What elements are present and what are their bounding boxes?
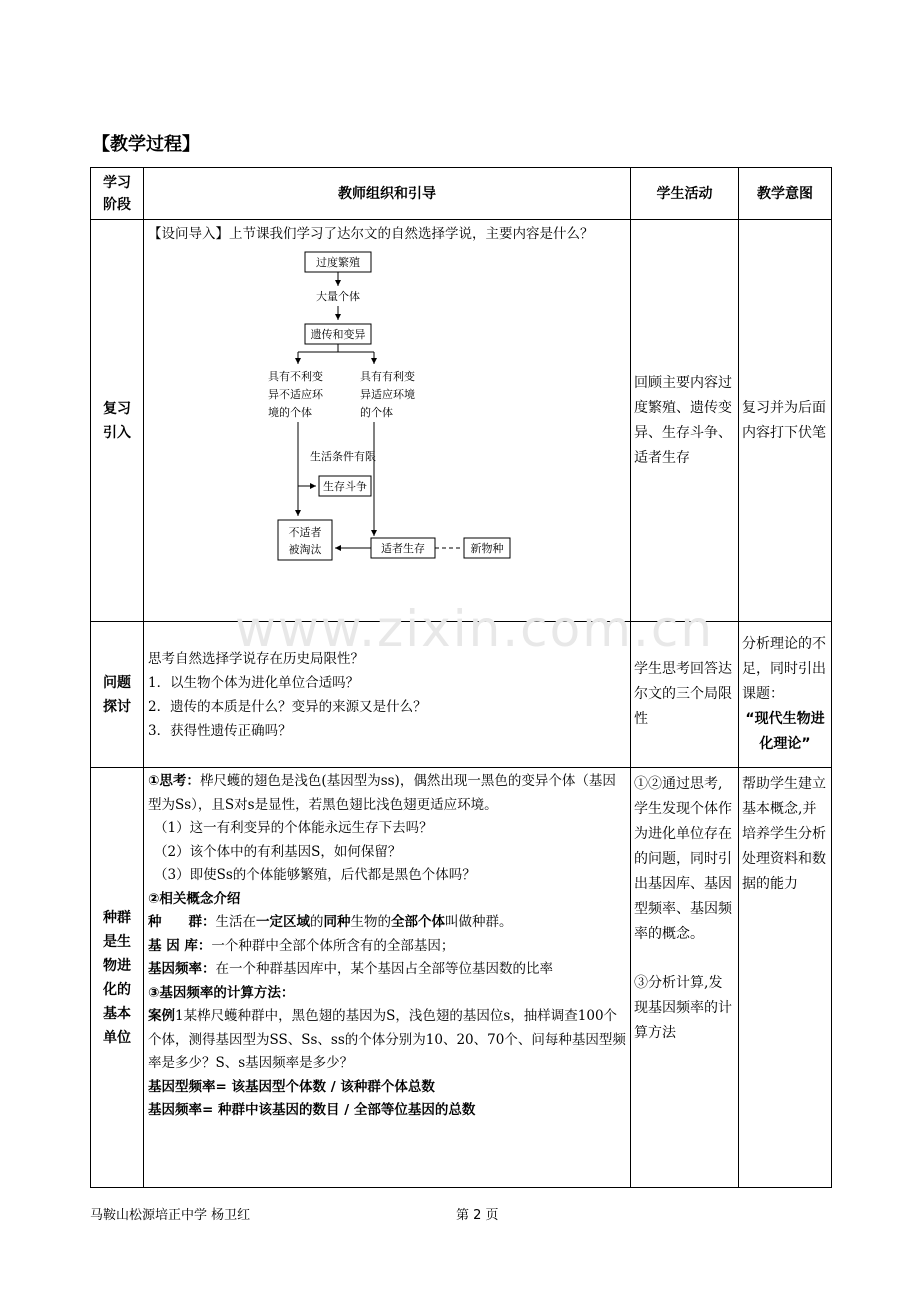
footer-page-number: 第 2 页 (456, 1208, 499, 1223)
svg-text:境的个体: 境的个体 (268, 406, 312, 419)
row-discussion (91, 622, 832, 768)
student-population: ①②通过思考,学生发现个体作为进化单位存在的问题，同时引出基因库、基因型频率、基因频率的概念。 ③分析计算,发现基因频率的计算方法 (631, 768, 739, 1188)
intent-population: 帮助学生建立基本概念,并培养学生分析处理资料和数据的能力 (739, 768, 832, 1188)
question-1: 1．以生物个体为进化单位合适吗？ (148, 674, 360, 691)
concepts-title: ②相关概念介绍 (148, 890, 241, 907)
intent-discussion: 分析理论的不足，同时引出课题： “现代生物进化理论” (739, 622, 832, 768)
svg-text:具有有利变: 具有有利变 (360, 370, 415, 383)
gene-pool-definition: 基 因 库：一个种群中全部个体所含有的全部基因； (148, 937, 455, 954)
svg-text:大量个体: 大量个体 (316, 290, 360, 303)
sub-question-1: （1）这一有利变异的个体能永远生存下去吗？ (154, 820, 433, 836)
svg-text:新物种: 新物种 (470, 542, 504, 555)
section-heading: 【教学过程】 (92, 134, 200, 155)
teacher-review (144, 220, 631, 622)
header-row (91, 168, 832, 220)
method-title: ③基因频率的计算方法： (148, 984, 295, 1001)
svg-text:生活条件有限: 生活条件有限 (310, 450, 376, 463)
formula-genotype-frequency: 基因型频率= 该基因型个体数 / 该种群个体总数 (148, 1078, 435, 1095)
teacher-discussion (144, 622, 631, 768)
watermark: www.zixin.com.cn (235, 600, 715, 658)
svg-text:过度繁殖: 过度繁殖 (316, 256, 360, 269)
formula-gene-frequency: 基因频率= 种群中该基因的数目 / 全部等位基因的总数 (148, 1102, 476, 1118)
student-discussion: 学生思考回答达尔文的三个局限性 (631, 622, 739, 768)
sub-question-2: （2）该个体中的有利基因S，如何保留？ (154, 843, 402, 860)
question-intro: 思考自然选择学说存在历史局限性？ (148, 650, 364, 667)
header-teacher: 教师组织和引导 (144, 168, 631, 220)
header-stage: 学习 阶段 (91, 168, 144, 220)
question-2: 2．遗传的本质是什么？变异的来源又是什么？ (148, 698, 427, 715)
stage-review: 复习 引入 (91, 220, 144, 622)
intro-question: 【设问导入】上节课我们学习了达尔文的自然选择学说，主要内容是什么？ (148, 226, 594, 242)
svg-text:具有不利变: 具有不利变 (268, 370, 323, 383)
stage-discussion: 问题 探讨 (91, 622, 144, 768)
teacher-population (144, 768, 631, 1188)
header-intent: 教学意图 (739, 168, 832, 220)
population-definition: 种 群：生活在一定区域的同种生物的全部个体叫做种群。 (148, 914, 513, 930)
svg-text:遗传和变异: 遗传和变异 (310, 328, 366, 341)
row-review (91, 220, 832, 622)
sub-question-3: （3）即使Ss的个体能够繁殖，后代都是黑色个体吗？ (154, 867, 476, 883)
svg-text:的个体: 的个体 (360, 406, 393, 419)
footer-author: 马鞍山松源培正中学 杨卫红 (90, 1208, 251, 1223)
header-student: 学生活动 (631, 168, 739, 220)
svg-text:异不适应环: 异不适应环 (268, 388, 323, 401)
row-population (91, 768, 832, 1188)
svg-text:被淘汰: 被淘汰 (288, 543, 322, 556)
natural-selection-flowchart (188, 250, 504, 570)
svg-text:不适者: 不适者 (288, 526, 322, 539)
student-review: 回顾主要内容过度繁殖、遗传变异、生存斗争、适者生存 (631, 220, 739, 622)
case-paragraph: 案例1某桦尺蠖种群中，黑色翅的基因为S，浅色翅的基因位s，抽样调查100个个体，测得基因型为SS、Ss、ss的个体分别为10、20、70个、问每种基因型频率是多少？S、s基因频率是多少？ (148, 1008, 626, 1071)
stage-population: 种群 是生 物进 化的 基本 单位 (91, 768, 144, 1188)
lesson-table (90, 167, 832, 1188)
think-paragraph: ①思考：桦尺蠖的翅色是浅色(基因型为ss)，偶然出现一黑色的变异个体（基因型为Ss），且S对s是显性，若黑色翅比浅色翅更适应环境。 (148, 773, 616, 813)
question-3: 3．获得性遗传正确吗？ (148, 722, 292, 739)
gene-frequency-definition: 基因频率：在一个种群基因库中，某个基因占全部等位基因数的比率 (148, 961, 553, 977)
svg-text:异适应环境: 异适应环境 (360, 388, 415, 401)
svg-text:生存斗争: 生存斗争 (323, 480, 367, 493)
svg-text:适者生存: 适者生存 (381, 542, 425, 555)
intent-review: 复习并为后面内容打下伏笔 (739, 220, 832, 622)
